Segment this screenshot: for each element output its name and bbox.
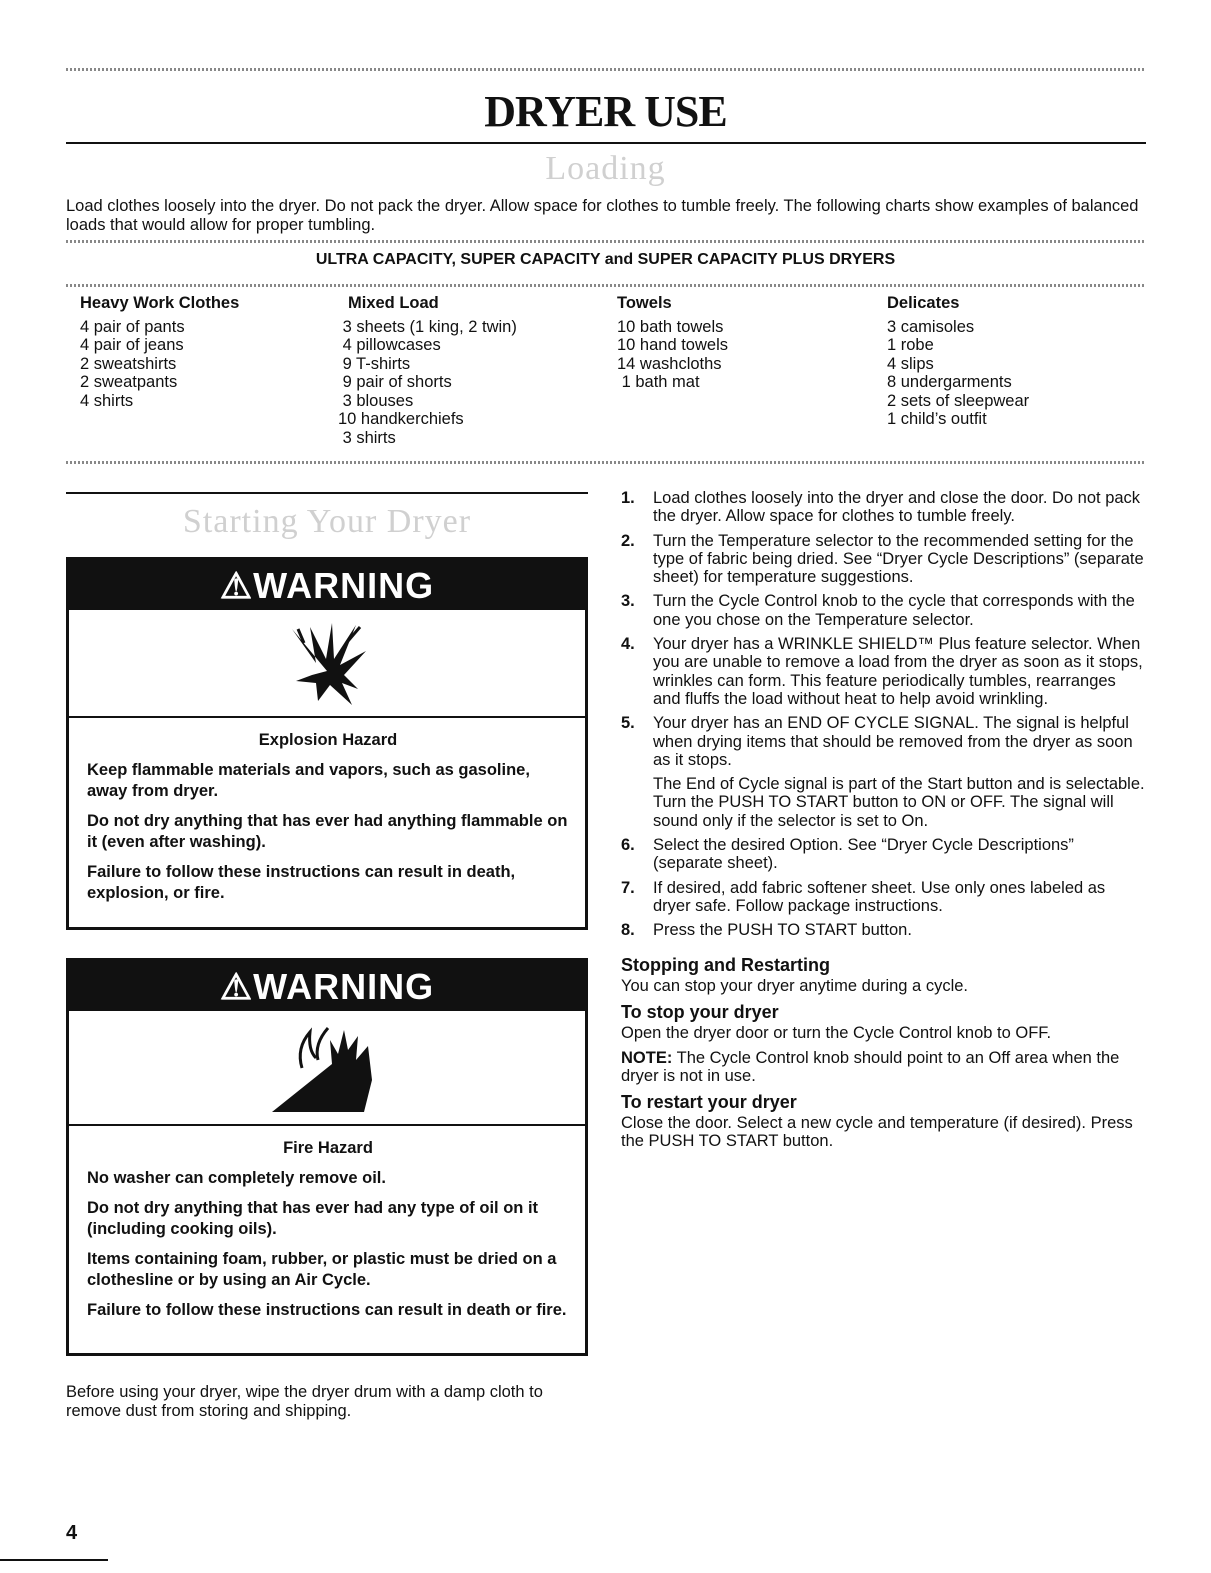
step-number: 8. xyxy=(621,921,635,940)
list-item: 10 handkerchiefs xyxy=(338,410,464,428)
step-5-note: The End of Cycle signal is part of the Start button and is selectable. Turn the PUSH TO START button to ON or OFF. The signal will sound only if the selector is set to On. xyxy=(653,775,1145,830)
top-dotted-rule xyxy=(66,68,1146,71)
step-number: 3. xyxy=(621,592,635,611)
list-item: 14 washcloths xyxy=(617,354,722,373)
list-item: 1 bath mat xyxy=(617,373,700,391)
fire-icon xyxy=(272,1020,382,1116)
warning-paragraph: Do not dry anything that has ever had any type of oil on it (including cooking oils). xyxy=(87,1199,539,1238)
list-item: 1 child’s outfit xyxy=(887,410,987,428)
starting-heading: Starting Your Dryer xyxy=(182,503,472,540)
footer-rule xyxy=(0,1559,108,1561)
list-item: 3 camisoles xyxy=(887,317,975,336)
list-item: 4 pair of pants xyxy=(80,317,185,336)
warning-text xyxy=(69,718,585,904)
load-column-heavy-work xyxy=(80,294,239,410)
step-number: 7. xyxy=(621,878,635,897)
note-label: NOTE: xyxy=(621,1049,673,1068)
load-column-delicates xyxy=(887,294,1029,429)
list-item: 4 shirts xyxy=(80,391,134,410)
warning-paragraph: Failure to follow these instructions can result in death or fire. xyxy=(87,1301,567,1319)
loading-intro: Load clothes loosely into the dryer. Do not pack the dryer. Allow space for clothes to tumble freely. The following charts show examples of balanced loads that would allow for proper tumbling. xyxy=(66,197,1139,234)
page-title: DRYER USE xyxy=(484,87,727,136)
warning-paragraph: Failure to follow these instructions can result in death, explosion, or fire. xyxy=(87,863,516,902)
page-number: 4 xyxy=(66,1522,78,1544)
hazard-title: Explosion Hazard xyxy=(258,731,398,749)
list-item: 8 undergarments xyxy=(887,373,1012,391)
note-text: The Cycle Control knob should point to an Off area when the dryer is not in use. xyxy=(621,1049,1120,1086)
warning-text xyxy=(69,1126,585,1321)
step-item xyxy=(621,532,1146,587)
explosion-icon xyxy=(282,619,372,707)
step-text: Your dryer has a WRINKLE SHIELD™ Plus feature selector. When you are unable to remove a load from the dryer as soon as it stops, wrinkles can form. This feature periodically tumbles, rearranges and fluffs the load without heat to help avoid wrinkling. xyxy=(653,635,1143,708)
before-use-note: Before using your dryer, wipe the dryer drum with a damp cloth to remove dust from storing and shipping. xyxy=(66,1383,543,1420)
list-item: 3 shirts xyxy=(338,428,396,447)
list-item: 4 pair of jeans xyxy=(80,336,184,354)
step-number: 6. xyxy=(621,836,635,855)
step-item xyxy=(621,921,1146,939)
step-text: Turn the Cycle Control knob to the cycle that corresponds with the one you chose on the Temperature selector. xyxy=(653,592,1135,629)
step-item xyxy=(621,592,1146,629)
warning-triangle-icon: ⚠ xyxy=(219,966,254,1007)
column-header: Heavy Work Clothes xyxy=(80,294,240,312)
steps-list xyxy=(621,489,1146,946)
list-item: 4 pillowcases xyxy=(338,336,441,354)
warning-banner: ⚠WARNING xyxy=(69,560,585,610)
restart-text: Close the door. Select a new cycle and temperature (if desired). Press the PUSH TO START button. xyxy=(621,1114,1133,1151)
step-text: Your dryer has an END OF CYCLE SIGNAL. The signal is helpful when drying items that should be removed from the dryer as soon as it stops. xyxy=(653,714,1133,769)
column-header: Towels xyxy=(617,294,672,312)
list-item: 4 slips xyxy=(887,354,934,373)
hazard-title: Fire Hazard xyxy=(283,1139,373,1157)
step-item xyxy=(621,836,1146,873)
chart-title: ULTRA CAPACITY, SUPER CAPACITY and SUPER CAPACITY PLUS DRYERS xyxy=(315,251,896,268)
stopping-section xyxy=(621,956,1146,1158)
explosion-pictogram xyxy=(69,610,585,718)
list-item: 9 pair of shorts xyxy=(338,373,452,391)
list-item: 10 bath towels xyxy=(617,317,724,336)
step-text: Turn the Temperature selector to the recommended setting for the type of fabric being dried. See “Dryer Cycle Descriptions” (separate sheet) for temperature suggestions. xyxy=(653,531,1144,587)
step-number: 5. xyxy=(621,714,635,733)
warning-banner: ⚠WARNING xyxy=(69,961,585,1011)
list-item: 2 sweatpants xyxy=(80,373,178,391)
warning-paragraph: No washer can completely remove oil. xyxy=(87,1169,386,1187)
step-item xyxy=(621,489,1146,526)
step-text: Load clothes loosely into the dryer and close the door. Do not pack the dryer. Allow space for clothes to tumble freely. xyxy=(653,489,1141,526)
column-header: Mixed Load xyxy=(348,294,439,312)
step-text: Press the PUSH TO START button. xyxy=(653,921,912,940)
list-item: 1 robe xyxy=(887,336,934,354)
column-header: Delicates xyxy=(887,294,960,312)
list-item: 9 T-shirts xyxy=(338,354,411,373)
step-number: 1. xyxy=(621,489,635,507)
restart-heading: To restart your dryer xyxy=(621,1091,797,1112)
load-column-mixed xyxy=(338,294,517,447)
fire-pictogram xyxy=(69,1011,585,1126)
step-number: 2. xyxy=(621,531,635,550)
title-underline xyxy=(66,142,1146,144)
step-item xyxy=(621,879,1146,916)
chart-bottom-dotted-rule xyxy=(66,461,1146,464)
warning-box-fire xyxy=(66,958,588,1356)
chart-top-dotted-rule xyxy=(66,240,1146,243)
list-item: 2 sweatshirts xyxy=(80,354,177,373)
chart-header-dotted-rule xyxy=(66,284,1146,287)
step-item xyxy=(621,635,1146,708)
warning-triangle-icon: ⚠ xyxy=(219,565,254,606)
step-number: 4. xyxy=(621,635,635,654)
stopping-text: You can stop your dryer anytime during a cycle. xyxy=(621,977,968,996)
warning-paragraph: Do not dry anything that has ever had anything flammable on it (even after washing). xyxy=(87,812,568,851)
warning-box-explosion xyxy=(66,557,588,930)
load-column-towels xyxy=(617,294,728,392)
stopping-heading: Stopping and Restarting xyxy=(621,955,830,975)
step-item xyxy=(621,714,1146,769)
list-item: 3 sheets (1 king, 2 twin) xyxy=(338,317,517,336)
stop-heading: To stop your dryer xyxy=(621,1001,779,1022)
warning-paragraph: Items containing foam, rubber, or plastic must be dried on a clothesline or by using an Air Cycle. xyxy=(87,1250,557,1289)
stop-text: Open the dryer door or turn the Cycle Control knob to OFF. xyxy=(621,1023,1052,1042)
step-text: If desired, add fabric softener sheet. Use only ones labeled as dryer safe. Follow package instructions. xyxy=(653,878,1106,915)
note-paragraph xyxy=(621,1049,1146,1086)
list-item: 2 sets of sleepwear xyxy=(887,391,1030,410)
loading-heading: Loading xyxy=(545,150,666,187)
starting-rule xyxy=(66,492,588,494)
list-item: 10 hand towels xyxy=(617,336,728,354)
step-text: Select the desired Option. See “Dryer Cycle Descriptions” (separate sheet). xyxy=(653,836,1074,873)
warning-paragraph: Keep flammable materials and vapors, such as gasoline, away from dryer. xyxy=(87,761,530,800)
list-item: 3 blouses xyxy=(338,391,414,410)
